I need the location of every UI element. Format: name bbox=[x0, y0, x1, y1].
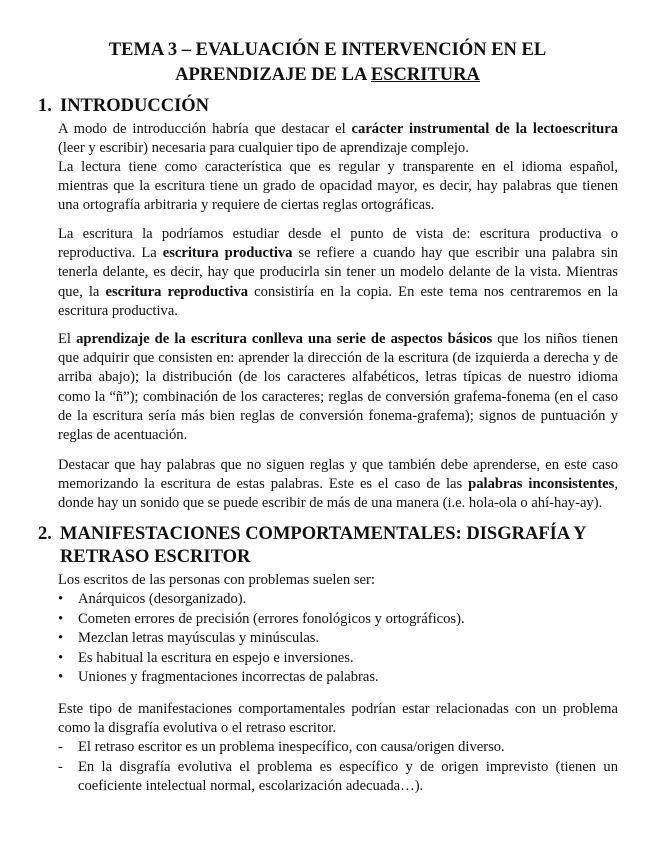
bold-span: aprendizaje de la escritura conlleva una serie de aspectos básicos bbox=[76, 331, 493, 347]
section-1-number: 1. bbox=[38, 96, 52, 116]
bold-span: palabras inconsistentes bbox=[468, 476, 615, 493]
text-span: , donde hay un sonido que se puede escribir de más de una manera (i.e. hola-ola o ahí-hay-ay). bbox=[58, 476, 618, 512]
list-item-text: Uniones y fragmentaciones incorrectas de palabras. bbox=[78, 669, 379, 686]
list-item-text: Mezclan letras mayúsculas y minúsculas. bbox=[78, 630, 320, 647]
intro-paragraph-2: La lectura tiene como característica que es regular y transparente en el idioma español, mientras que la escritura tiene un grado de opacidad mayor, es decir, hay palabras que tienen una ortografía arbitraria y requiere de ciertas reglas ortográficas. bbox=[58, 159, 618, 214]
title-line-1: TEMA 3 – EVALUACIÓN E INTERVENCIÓN EN EL bbox=[108, 40, 547, 60]
text-span: La escritura la podríamos estudiar desde el punto de vista de: escritura productiva o reproductiva. La bbox=[58, 226, 618, 262]
intro-paragraph-5 bbox=[58, 456, 618, 514]
list-item-text: Cometen errores de precisión (errores fonológicos y ortográficos). bbox=[78, 610, 465, 627]
list-item bbox=[58, 758, 618, 797]
title-line-2 bbox=[40, 63, 615, 88]
section-1-heading bbox=[38, 95, 618, 118]
text-span: El bbox=[58, 331, 77, 347]
list-item bbox=[58, 610, 618, 630]
text-span: que los niños tienen que adquirir que consisten en: aprender la dirección de la escritura (de izquierda a derecha y de arriba abajo); la distribución (de los caracteres alfabéticos, letras típicas de nuestro idioma como la “ñ”); combinación de los caracteres; reglas de conversión grafema-fonema (en el caso de la escritura sería más bien reglas de conversión fonema-grafema); signos de puntuación y reglas de acentuación. bbox=[58, 331, 618, 444]
list-item-text: Anárquicos (desorganizado). bbox=[78, 591, 247, 607]
list-item bbox=[58, 668, 618, 688]
bold-span: carácter instrumental de la lectoescritura bbox=[351, 121, 618, 137]
bullet-marker: • bbox=[58, 669, 64, 686]
list-item bbox=[58, 590, 618, 610]
section-2-paragraph: Este tipo de manifestaciones comportamentales podrían estar relacionadas con un problema como la disgrafía evolutiva o el retraso escritor. bbox=[58, 701, 618, 737]
dash-list bbox=[58, 738, 618, 797]
intro-paragraph-4 bbox=[58, 330, 618, 445]
bold-span: escritura productiva bbox=[162, 245, 293, 262]
text-span: consistiría en la copia. En este tema nos centraremos en la escritura productiva. bbox=[58, 283, 618, 319]
list-item-text: Es habitual la escritura en espejo e inversiones. bbox=[78, 649, 354, 666]
intro-paragraph-3 bbox=[58, 225, 618, 321]
list-item bbox=[58, 629, 618, 649]
title-line-2-prefix: APRENDIZAJE DE LA bbox=[175, 65, 371, 85]
bold-span: escritura reproductiva bbox=[105, 283, 249, 300]
list-item bbox=[58, 649, 618, 669]
bullet-marker: • bbox=[58, 610, 64, 627]
section-2-title-line-1: MANIFESTACIONES COMPORTAMENTALES: DISGRAFÍA Y bbox=[60, 524, 587, 544]
section-2-intro: Los escritos de las personas con problemas suelen ser: bbox=[58, 572, 375, 588]
text-span: se refiere a cuando hay que escribir una palabra sin tenerla delante, es decir, hay que producirla sin tener un modelo delante de la vista. Mientras que, la bbox=[58, 245, 618, 300]
list-item-text: En la disgrafía evolutiva el problema es específico y de origen imprevisto (tienen un coeficiente intelectual normal, escolarización adecuada…). bbox=[78, 758, 618, 795]
section-2-number: 2. bbox=[38, 524, 52, 544]
text-span: Destacar que hay palabras que no siguen reglas y que también debe aprenderse, en este caso memorizando la escritura de estas palabras. Este es el caso de las bbox=[58, 457, 618, 493]
section-2-heading bbox=[38, 523, 618, 569]
title-underlined-word: ESCRITURA bbox=[370, 65, 480, 85]
bullet-marker: • bbox=[58, 630, 64, 647]
bullet-marker: • bbox=[58, 591, 64, 607]
symptom-bullet-list bbox=[58, 590, 618, 688]
text-span: (leer y escribir) necesaria para cualquier tipo de aprendizaje complejo. bbox=[58, 140, 469, 157]
text-span: A modo de introducción habría que destacar el bbox=[58, 121, 352, 137]
dash-marker: - bbox=[58, 739, 63, 755]
bullet-marker: • bbox=[58, 649, 64, 666]
section-2-title-line-2: RETRASO ESCRITOR bbox=[60, 547, 251, 567]
document-title bbox=[40, 38, 615, 88]
list-item-text: El retraso escritor es un problema inespecífico, con causa/origen diverso. bbox=[78, 739, 505, 755]
dash-marker: - bbox=[58, 758, 63, 775]
list-item bbox=[58, 738, 618, 758]
section-2-heading-line-1 bbox=[38, 523, 618, 546]
intro-paragraph-1 bbox=[58, 120, 618, 158]
section-1-title: INTRODUCCIÓN bbox=[60, 96, 210, 116]
